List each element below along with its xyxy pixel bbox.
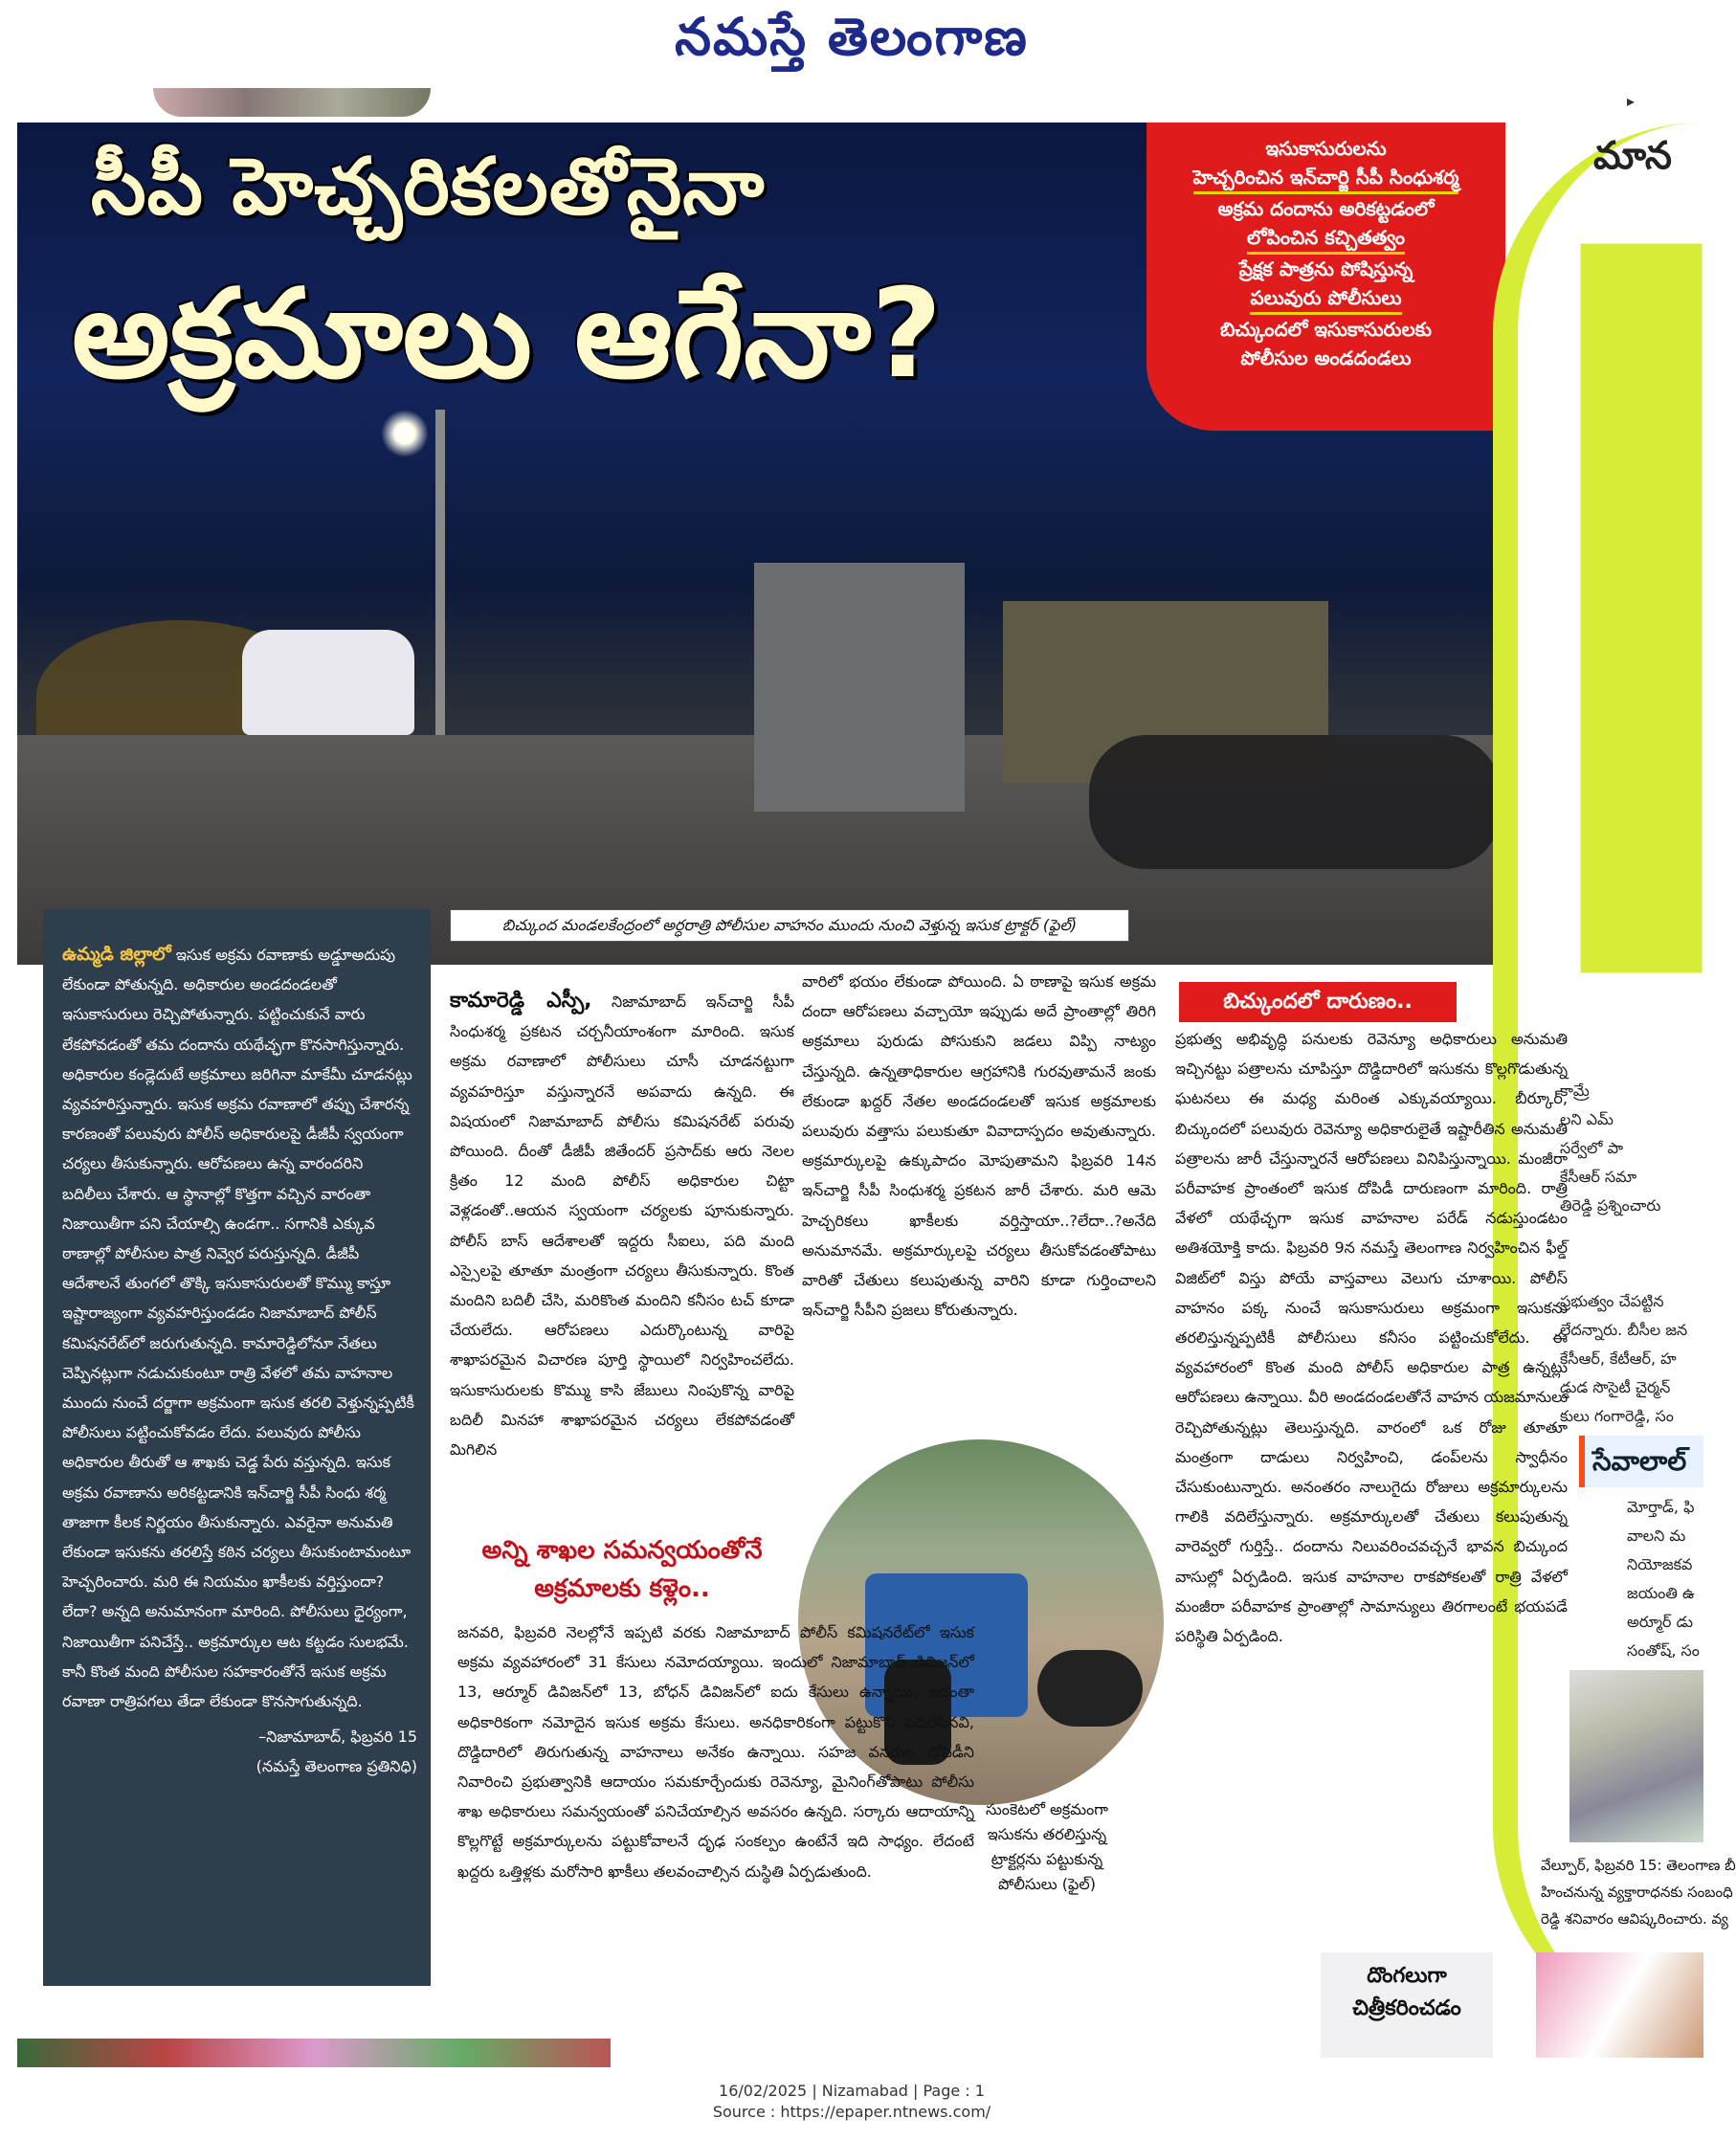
right-panel-line: లని ఎమ్	[1560, 1110, 1614, 1128]
highlight-line: ఇసుకాసురులను	[1265, 137, 1387, 160]
right-panel-heading: సేవాలాల్	[1579, 1436, 1703, 1487]
highlight-line: పలువురు పోలీసులు	[1250, 283, 1401, 315]
teaser-line: దొంగలుగా	[1367, 1964, 1447, 1988]
bottom-teaser-box	[1321, 1952, 1493, 2058]
newspaper-logo: నమస్తే తెలంగాణ	[675, 6, 1029, 67]
headline-line-1: సీపీ హెచ్చరికలతోనైనా	[91, 142, 766, 233]
right-panel-line: కేసీఆర్ సమా	[1560, 1168, 1637, 1186]
bottom-image-strip	[17, 2039, 611, 2067]
subsection-heading-line: అన్ని శాఖల సమన్వయంతోనే	[481, 1536, 763, 1565]
article-column-2: వారిలో భయం లేకుండా పోయింది. ఏ ఠాణాపై ఇసుక అక్రమ దందా ఆరోపణలు వచ్చాయో ఇప్పుడు అదే ప్రాంతాల్లో తిరిగి అక్రమాలు పురుడు పోసుకుని జడలు విప్పి నాట్యం చేస్తున్నది. ఉన్నతాధికారుల ఆగ్రహానికి గురవుతామనే జంకు లేకుండా ఖద్దర్ నేతల అండదండలతో ఇసుక అక్రమాలకు పలువురు వత్తాసు పలుకుతూ వివాదాస్పదం అవుతున్నారు. అక్రమార్కులపై ఉక్కుపాదం మోపుతామని ఫిబ్రవరి 14న ఇన్‌చార్జి సీపీ సింధుశర్మ ప్రకటన జారీ చేశారు. మరి ఆమె హెచ్చరికలు ఖాకీలకు వర్తిస్తాయా..?లేదా..?అనేది అనుమానమే. అక్రమార్కులపై చర్యలు తీసుకోవడంతోపాటు వారితో చేతులు కలుపుతున్న వారిని కూడా గుర్తించాలని ఇన్‌చార్జి సీపీని ప్రజలు కోరుతున్నారు.	[802, 972, 1156, 1320]
article-kicker: కామారెడ్డి ఎస్పీ,	[450, 989, 592, 1013]
sidebar-lead: ఉమ్మడి జిల్లాలో	[62, 944, 171, 965]
sidebar-box	[43, 909, 431, 1986]
sidebar-body: ఇసుక అక్రమ రవాణాకు అడ్డూఅదుపు లేకుండా పోతున్నది. అధికారుల అండదండలతో ఇసుకాసురులు రెచ్చిపోతున్నారు. పట్టించుకునే వారు లేకపోవడంతో తమ దందాను యథేచ్ఛగా కొనసాగిస్తున్నారు. అధికారుల కండ్లెదుటే అక్రమాలు జరిగినా మాకేమీ చూడనట్లు వ్యవహరిస్తున్నారు. ఇసుక అక్రమ రవాణాలో తప్పు చేశారన్న కారణంతో పలువురు పోలీస్ అధికారులపై డీజీపీ స్వయంగా చర్యలు తీసుకున్నారు. ఆరోపణలు ఉన్న వారందరిని బదిలీలు చేశారు. ఆ స్థానాల్లో కొత్తగా వచ్చిన వారంతా నిజాయితీగా పని చేయాల్సి ఉండగా.. సగానికి ఎక్కువ ఠాణాల్లో పోలీసుల పాత్ర నివ్వెర పరుస్తున్నది. డీజీపీ ఆదేశాలనే తుంగలో తొక్కి ఇసుకాసురులతో కొమ్ము కాస్తూ ఇష్టారాజ్యంగా వ్యవహరిస్తుండడం నిజామాబాద్ పోలీస్ కమిషనరేట్‌లో జరుగుతున్నది. కామారెడ్డిలోనూ నేతలు చెప్పినట్లుగా నడుచుకుంటూ రాత్రి వేళలో తమ వాహనాల ముందు నుంచే దర్జాగా అక్రమంగా ఇసుక తరలి వెళ్తున్నప్పటికీ పోలీసులు పట్టించుకోవడం లేదు. పలువురు పోలీసు అధికారుల తీరుతో ఆ శాఖకు చెడ్డ పేరు వస్తున్నది. ఇసుక అక్రమ రవాణాను అరికట్టడానికి ఇన్‌చార్జి సీపీ సింధు శర్మ తాజాగా కీలక నిర్ణయం తీసుకున్నారు. ఎవరైనా అనుమతి లేకుండా ఇసుకను తరలిస్తే కఠిన చర్యలు తీసుకుంటామంటూ హెచ్చరించారు. మరి ఈ నియమం ఖాకీలకు వర్తిస్తుందా? లేదా? అన్నది అనుమానంగా మారింది. పోలీసులు ధైర్యంగా, నిజాయితీగా పనిచేస్తే.. అక్రమార్కుల ఆట కట్టడం సులభమే. కానీ కొంత మంది పోలీసుల సహకారంతోనే ఇసుక అక్రమ రవాణా రాత్రిపగలు తేడా లేకుండా కొనసాగుతున్నది.	[62, 946, 414, 1711]
page-footer	[0, 2081, 1703, 2123]
right-panel-caption: హించనున్న వ్యక్తారాధనకు సంబంధి	[1541, 1884, 1733, 1901]
right-panel-caption: రెడ్డి శనివారం ఆవిష్కరించారు. వ్య	[1541, 1910, 1728, 1928]
right-panel-line: కామ్రే	[1560, 1081, 1590, 1100]
right-panel-caption: వేల్పూర్, ఫిబ్రవరి 15: తెలంగాణ బీ	[1541, 1857, 1736, 1874]
highlight-line: ప్రేక్షక పాత్రను పోషిస్తున్న	[1238, 257, 1413, 280]
article-column-1	[450, 986, 794, 1464]
footer-edition: 16/02/2025 | Nizamabad | Page : 1	[719, 2082, 985, 2100]
right-panel-line: కేసీఆర్, కేటీఆర్, హ	[1560, 1349, 1677, 1368]
footer-source: Source : https://epaper.ntnews.com/	[712, 2103, 991, 2121]
sidebar-dateline: –నిజామాబాద్, ఫిబ్రవరి 15	[258, 1728, 417, 1747]
headline-line-2: అక్రమాలు ఆగేనా?	[72, 263, 943, 406]
inset-photo-caption: సుంకెటలో అక్రమంగా ఇసుకను తరలిస్తున్న ట్రాక్టర్లను పట్టుకున్న పోలీసులు (ఫైల్)	[985, 1800, 1109, 1893]
subsection-heading-line: అక్రమాలకు కళ్లెం..	[534, 1574, 710, 1603]
page-mark: ▸	[1627, 92, 1636, 110]
inset-photo-bike	[1037, 1650, 1143, 1727]
right-panel-line: సంతోష్, సం	[1627, 1641, 1700, 1660]
sidebar-credit: (నమస్తే తెలంగాణ ప్రతినిధి)	[256, 1757, 417, 1776]
right-panel-line: డ్డుడ సొసైటీ చైర్మన్	[1560, 1378, 1671, 1396]
right-panel-line: జయంతి ఉ	[1627, 1584, 1695, 1602]
highlight-line: లోపించిన కచ్చితత్వం	[1247, 223, 1405, 255]
right-panel-line: లేదన్నారు. బీసీల జన	[1560, 1321, 1688, 1339]
subsection-body: జనవరి, ఫిబ్రవరి నెలల్లోనే ఇప్పటి వరకు నిజామాబాద్ పోలీస్ కమిషనరేట్‌లో ఇసుక అక్రమ వ్యవహారంలో 31 కేసులు నమోదయ్యాయి. ఇందులో నిజామాబాద్ డివిజన్‌లో 13, ఆర్మూర్ డివిజన్‌లో 13, బోధన్ డివిజన్‌లో ఐదు కేసులు ఉన్నాయి. ఇదంతా అధికారికంగా నమోదైన ఇసుక అక్రమ కేసులు. అనధికారికంగా పట్టుకొని వదిలేసినవి, దొడ్డిదారిలో తిరుగుతున్న వాహనాలు అనేకం ఉన్నాయి. సహజ వనరుల దోపిడీని నివారించి ప్రభుత్వానికి ఆదాయం సమకూర్చేందుకు రెవెన్యూ, మైనింగ్‌తోపాటు పోలీసు శాఖ అధికారులు సమన్వయంతో పనిచేయాల్సిన అవసరం ఉన్నది. సర్కారు ఆదాయాన్ని కొల్లగొట్టే అక్రమార్కులను పట్టుకోవాలనే దృఢ సంకల్పం ఉంటేనే ఇది సాధ్యం. లేదంటే ఖద్దరు ఒత్తిళ్లకు మరోసారి ఖాకీలు తలవంచాల్సిన దుస్థితి ఏర్పడుతుంది.	[457, 1623, 974, 1881]
right-panel-line: అర్మూర్ డు	[1627, 1613, 1693, 1631]
main-photo-caption: బిచ్కుంద మండలకేంద్రంలో అర్ధరాత్రి పోలీసుల వాహనం ముందు నుంచి వెళ్తున్న ఇసుక ట్రాక్టర్ (ఫైల్)	[450, 909, 1129, 942]
article-text: నిజామాబాద్ ఇన్‌చార్జి సీపీ సింధుశర్మ ప్రకటన చర్చనీయాంశంగా మారింది. ఇసుక అక్రమ రవాణాలో పోలీసులు చూసీ చూడనట్టుగా వ్యవహరిస్తూ వస్తున్నారనే అపవాదు ఉన్నది. ఈ విషయంలో నిజామాబాద్ పోలీసు కమిషనరేట్ పరువు పోయింది. దీంతో డీజీపీ జితేందర్ ప్రసాద్‌కు ఆరు నెలల క్రితం 12 మంది పోలీస్ అధికారుల చిట్టా వెళ్లడంతో..ఆయన స్వయంగా చర్యలకు పూనుకున్నారు. పోలీస్ బాస్ ఆదేశాలతో ఇద్దరు సీఐలు, పది మంది ఎస్సైలపై తూతూ మంత్రంగా చర్యలు తీసుకున్నారు. కొంత మందిని బదిలీ చేసి, మరికొంత మందిని కనీసం టచ్ కూడా చేయలేదు. ఆరోపణలు ఎదుర్కొంటున్న వారిపై శాఖాపరమైన విచారణ పూర్తి స్థాయిలో నిర్వహించలేదు. ఇసుకాసురులకు కొమ్ము కాసి జేబులు నింపుకొన్న వారిపై బదిలీ మినహా శాఖాపరమైన చర్యలు లేకపోవడంతో మిగిలిన	[450, 992, 794, 1460]
highlight-line: పోలీసుల అండదండలు	[1240, 346, 1412, 369]
right-panel-line: సర్వేలో పా	[1560, 1139, 1624, 1157]
right-panel-line: తిరెడ్డి ప్రశ్నించారు	[1560, 1196, 1661, 1215]
highlight-line: బిచ్కుందలో ఇసుకాసురులకు	[1220, 318, 1432, 341]
right-panel-line: మోర్తాడ్, ఫి	[1627, 1498, 1695, 1516]
subsection-heading	[459, 1531, 785, 1608]
highlight-line: అక్రమ దందాను అరికట్టడంలో	[1217, 197, 1435, 220]
teaser-line: చిత్రీకరించడం	[1352, 1996, 1461, 2020]
photo-police-car	[242, 630, 414, 735]
highlight-line: హెచ్చరించిన ఇన్‌చార్జి సీపీ సింధుశర్మ	[1193, 163, 1459, 194]
right-panel-line: ప్రభుత్వం చేపట్టిన	[1560, 1292, 1664, 1310]
article-column-3: ప్రభుత్వ అభివృద్ధి పనులకు రెవెన్యూ అధికారులు అనుమతి ఇచ్చినట్టు పత్రాలను చూపిస్తూ దొడ్డిదారిలో ఇసుకను కొల్లగొడుతున్న ఘటనలు ఈ మధ్య మరింత ఎక్కువయ్యాయి. బీర్కూర్, బిచ్కుందలో పలువురు రెవెన్యూ అధికారులైతే ఇష్టారీతిన అనుమతి పత్రాలను జారీ చేస్తున్నారనే ఆరోపణలు వినిపిస్తున్నాయి. మంజీరా పరీవాహక ప్రాంతంలో ఇసుక దోపిడీ దారుణంగా మారింది. రాత్రి వేళలో యథేచ్ఛగా ఇసుక వాహనాల పరేడ్ నడుస్తుండటం అతిశయోక్తి కాదు. ఫిబ్రవరి 9న నమస్తే తెలంగాణ నిర్వహించిన ఫీల్డ్ విజిట్‌లో విస్తు పోయే వాస్తవాలు వెలుగు చూశాయి. పోలీస్ వాహనం పక్క నుంచే ఇసుకాసురులు అక్రమంగా ఇసుకను తరలిస్తున్నప్పటికీ పోలీసులు కనీసం పట్టించుకోలేదు. ఈ వ్యవహారంలో కొంత మంది పోలీస్ అధికారుల పాత్ర ఉన్నట్లు ఆరోపణలు ఉన్నాయి. వీరి అండదండలతోనే వాహన యజమానులు రెచ్చిపోతున్నట్లు తెలుస్తున్నది. వారంలో ఒక రోజు తూతూ మంత్రంగా దాడులు నిర్వహించి, డంప్‌లను స్వాధీనం చేసుకుంటున్నారు. అనంతరం నాలుగైదు రోజులు అక్రమార్కులను గాలికి వదిలేస్తున్నారు. అక్రమార్కులతో చేతులు కలుపుతున్న వారెవ్వరో గుర్తిస్తే.. దందాను నిలువరించవచ్చనే భావన బిచ్కుంద వాసుల్లో ఏర్పడింది. ఇసుక వాహనాల రాకపోకలతో రాత్రి వేళలో మంజీరా పరీవాహక ప్రాంతాల్లో సామాన్యులు తిరగాలంటే భయపడే పరిస్థితి ఏర్పడింది.	[1175, 1030, 1568, 1646]
highlights-box	[1146, 123, 1505, 431]
right-panel-line: వాలని మ	[1627, 1527, 1686, 1545]
right-panel-photo	[1569, 1670, 1703, 1842]
right-panel-bottom-photo	[1536, 1952, 1703, 2058]
right-panel-title: మాన	[1593, 134, 1672, 178]
right-panel-line: నియోజకవ	[1627, 1555, 1693, 1573]
masthead	[0, 0, 1703, 86]
right-panel-line: కులు గంగారెడ్డి, సం	[1560, 1407, 1674, 1425]
photo-shed	[754, 563, 965, 812]
top-image-strip	[153, 88, 431, 117]
photo-motorbikes	[1089, 735, 1501, 869]
section-label: బిచ్కుందలో దారుణం..	[1179, 982, 1457, 1022]
